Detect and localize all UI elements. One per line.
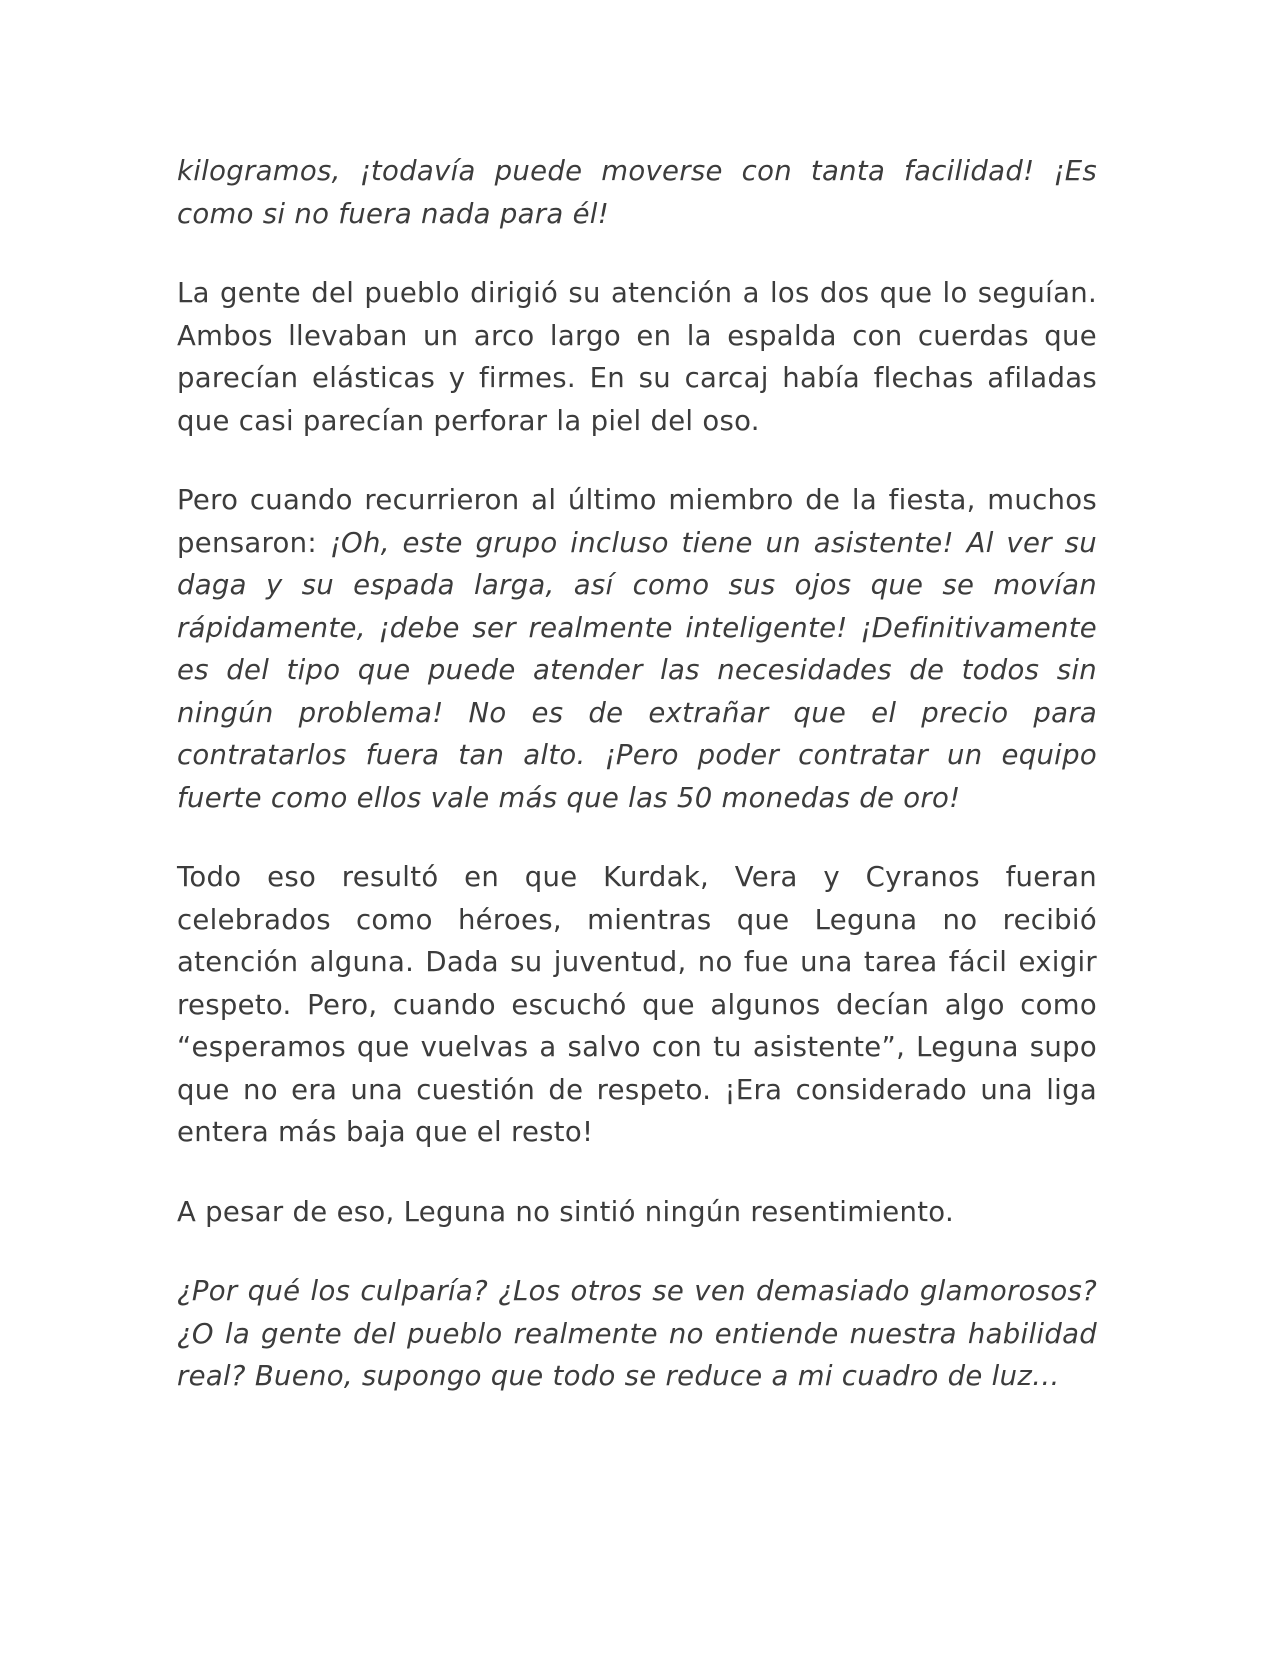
italic-text: ¿Por qué los culparía? ¿Los otros se ven demasiado glamorosos? ¿O la gente del pueblo realmente no entiende nuestra habilidad real? Bueno, supongo que todo se reduce a mi cuadro de luz…: [177, 1275, 1097, 1392]
paragraph: [177, 856, 1097, 1154]
body-text: Todo eso resultó en que Kurdak, Vera y Cyranos fueran celebrados como héroes, mientras que Leguna no recibió atención alguna. Dada su juventud, no fue una tarea fácil exigir respeto. Pero, cuando escuchó que algunos decían algo como “esperamos que vuelvas a salvo con tu asistente”, Leguna supo que no era una cuestión de respeto. ¡Era considerado una liga entera más baja que el resto!: [177, 861, 1097, 1148]
paragraph: [177, 1191, 1097, 1234]
paragraph: [177, 1270, 1097, 1398]
paragraph: [177, 479, 1097, 819]
italic-text: kilogramos, ¡todavía puede moverse con tanta facilidad! ¡Es como si no fuera nada para él!: [177, 155, 1097, 230]
body-text: La gente del pueblo dirigió su atención a los dos que lo seguían. Ambos llevaban un arco largo en la espalda con cuerdas que parecían elásticas y firmes. En su carcaj había flechas afiladas que casi parecían perforar la piel del oso.: [177, 277, 1097, 437]
paragraph: [177, 150, 1097, 235]
document-page: [177, 150, 1097, 1435]
body-text: A pesar de eso, Leguna no sintió ningún resentimiento.: [177, 1195, 954, 1228]
italic-text: ¡Oh, este grupo incluso tiene un asistente! Al ver su daga y su espada larga, así como sus ojos que se movían rápidamente, ¡debe ser realmente inteligente! ¡Definitivamente es del tipo que puede atender las necesidades de todos sin ningún problema! No es de extrañar que el precio para contratarlos fuera tan alto. ¡Pero poder contratar un equipo fuerte como ellos vale más que las 50 monedas de oro!: [177, 526, 1097, 814]
paragraph: [177, 272, 1097, 442]
body-text: Pero cuando recurrieron al último miembro de la fiesta, muchos pensaron:: [177, 484, 1097, 559]
